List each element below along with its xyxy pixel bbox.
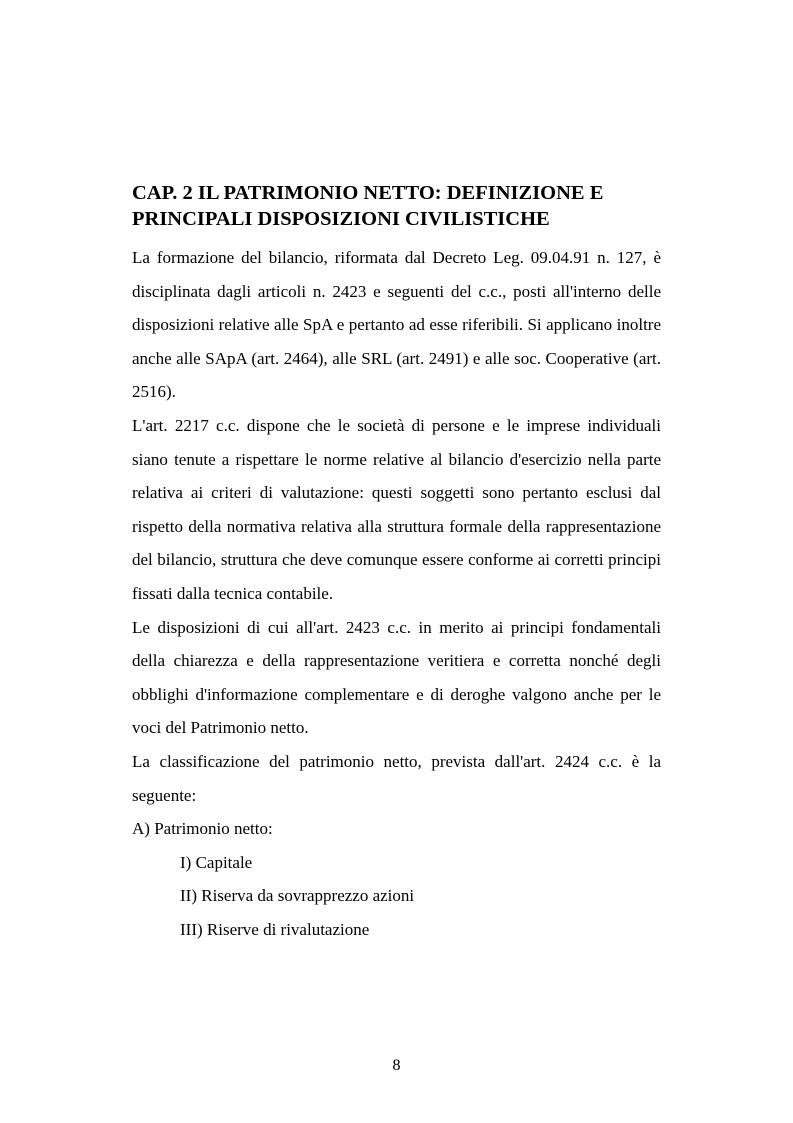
chapter-heading-line-1: CAP. 2 IL PATRIMONIO NETTO: DEFINIZIONE E bbox=[132, 182, 604, 204]
paragraph-art-2217: L'art. 2217 c.c. dispone che le società di persone e le imprese individuali siano tenute a rispettare le norme relative al bilancio d'esercizio nella parte relativa ai criteri di valutazione: questi soggetti sono pertanto esclusi dal rispetto della normativa relativa alla struttura formale della rappresentazione del bilancio, struttura che deve comunque essere conforme ai corretti principi fissati dalla tecnica contabile. bbox=[132, 415, 661, 603]
list-item-capitale: I) Capitale bbox=[180, 852, 253, 872]
page-number: 8 bbox=[392, 1057, 401, 1074]
list-item-riserve-rivalutazione: III) Riserve di rivalutazione bbox=[180, 919, 370, 939]
paragraph-classificazione: La classificazione del patrimonio netto, prevista dall'art. 2424 c.c. è la seguente: bbox=[132, 751, 661, 805]
list-header: A) Patrimonio netto: bbox=[132, 819, 273, 839]
body-text bbox=[132, 241, 661, 946]
list-item-riserva-sovrapprezzo: II) Riserva da sovrapprezzo azioni bbox=[180, 886, 415, 906]
paragraph-art-2423: Le disposizioni di cui all'art. 2423 c.c. in merito ai principi fondamentali della chiarezza e della rappresentazione veritiera e corretta nonché degli obblighi d'informazione complementare e di deroghe valgono anche per le voci del Patrimonio netto. bbox=[132, 617, 661, 738]
chapter-heading-line-2: PRINCIPALI DISPOSIZIONI CIVILISTICHE bbox=[132, 208, 550, 230]
chapter-heading bbox=[132, 180, 672, 232]
paragraph-bilancio-formazione: La formazione del bilancio, riformata dal Decreto Leg. 09.04.91 n. 127, è disciplinata dagli articoli n. 2423 e seguenti del c.c., posti all'interno delle disposizioni relative alle SpA e pertanto ad esse riferibili. Si applicano inoltre anche alle SApA (art. 2464), alle SRL (art. 2491) e alle soc. Cooperative (art. 2516). bbox=[132, 248, 661, 402]
